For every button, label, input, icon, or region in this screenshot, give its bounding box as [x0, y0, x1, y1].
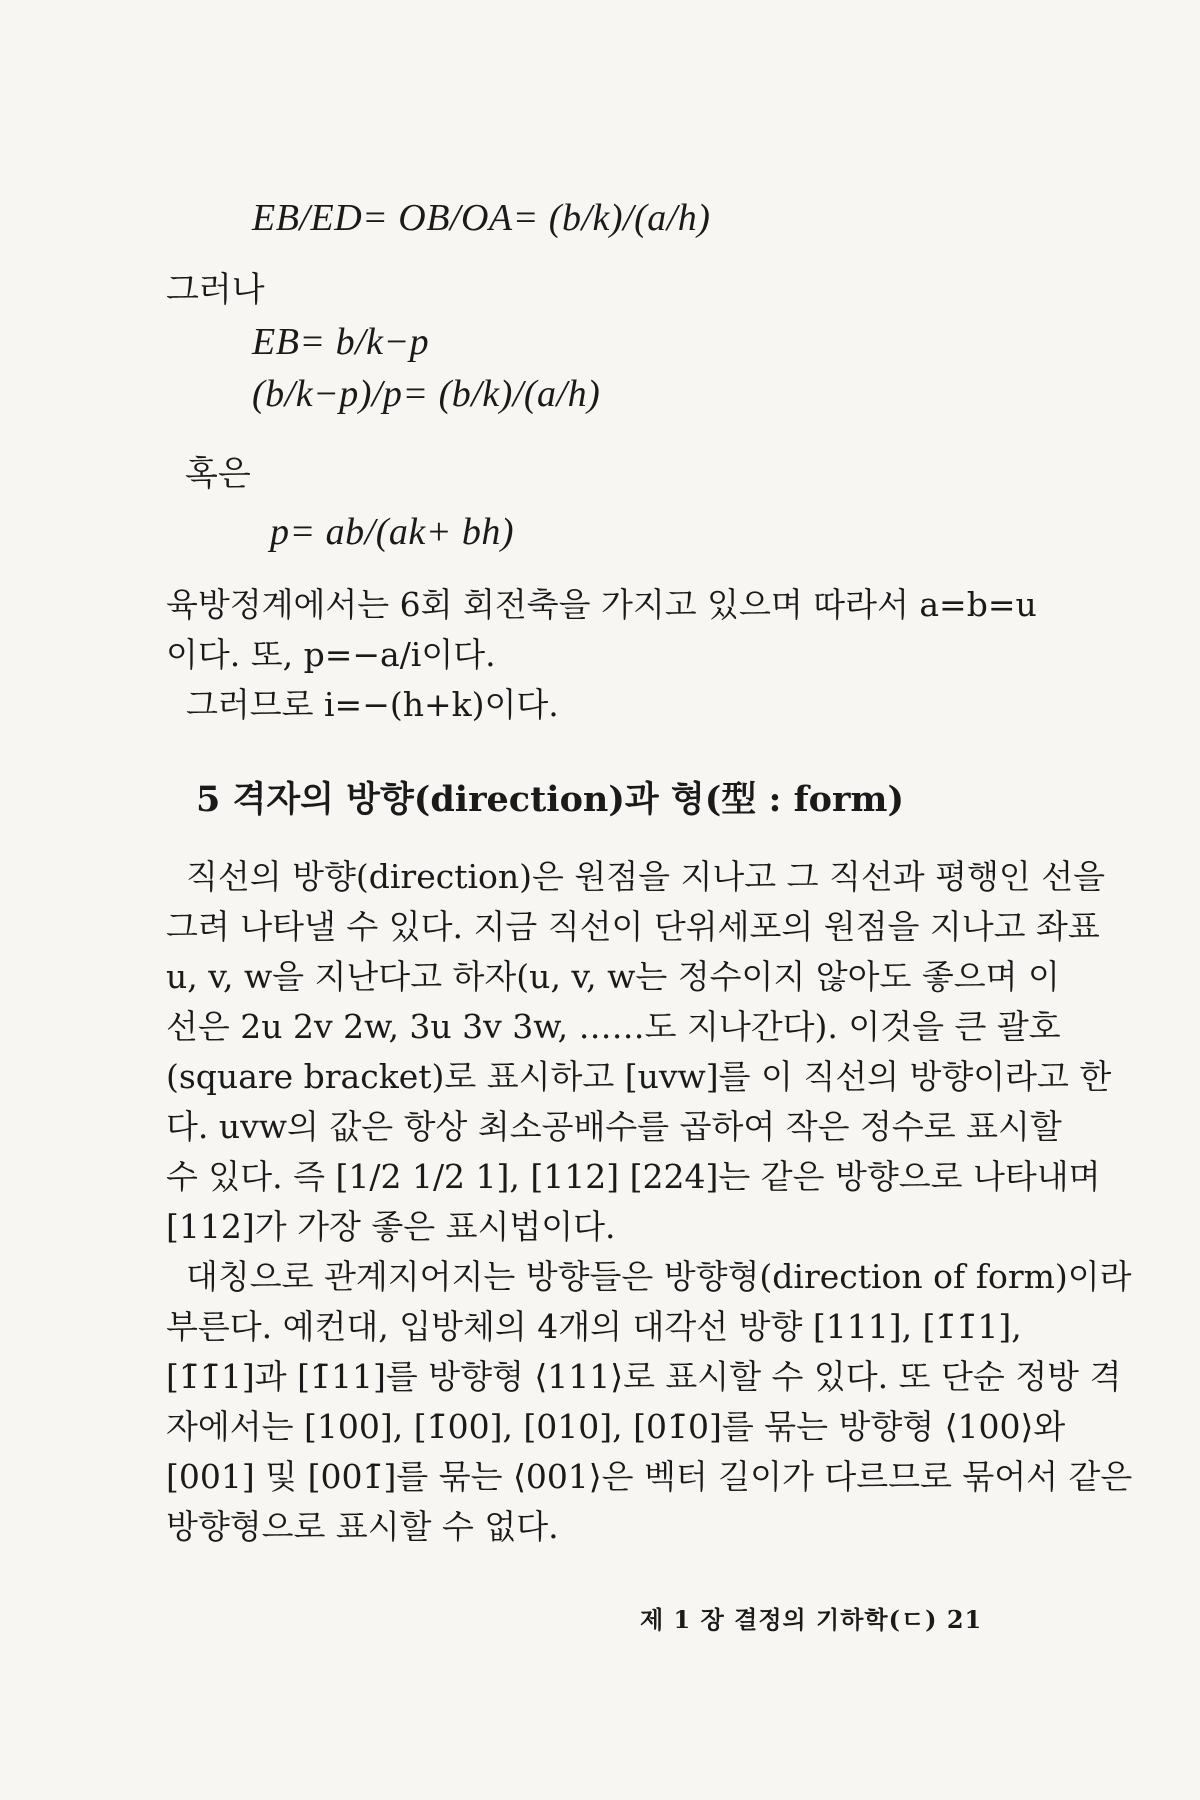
text-line: [1̄1̄1]과 [1̄11]를 방향형 ⟨111⟩로 표시할 수 있다. 또 단순 정방 격 [166, 1357, 1122, 1396]
text-line: 방향형으로 표시할 수 없다. [166, 1507, 559, 1546]
text-line: 그러므로 i=−(h+k)이다. [186, 685, 559, 724]
text-line: (square bracket)로 표시하고 [uvw]를 이 직선의 방향이라고 한 [166, 1057, 1112, 1096]
connector-however: 그러나 [166, 270, 265, 310]
hexagonal-paragraph [166, 580, 1037, 680]
text-line: u, v, w을 지난다고 하자(u, v, w는 정수이지 않아도 좋으며 이 [166, 957, 1060, 996]
hexagonal-conclusion [166, 680, 1006, 730]
text-line: [001] 및 [001̄]를 묶는 ⟨001⟩은 벡터 길이가 다르므로 묶어서 같은 [166, 1457, 1133, 1496]
text-line: 부른다. 예컨대, 입방체의 4개의 대각선 방향 [111], [1̄1̄1], [166, 1307, 1022, 1346]
direction-form-paragraph [166, 1252, 1133, 1552]
equation-p: p= ab/(ak+ bh) [270, 511, 515, 553]
equation-substitution: (b/k−p)/p= (b/k)/(a/h) [252, 373, 601, 415]
equation-ratio: EB/ED= OB/OA= (b/k)/(a/h) [252, 197, 711, 239]
text-line: [112]가 가장 좋은 표시법이다. [166, 1207, 616, 1246]
text-line: 직선의 방향(direction)은 원점을 지나고 그 직선과 평행인 선을 [186, 857, 1106, 896]
text-line: 그려 나타낼 수 있다. 지금 직선이 단위세포의 원점을 지나고 좌표 [166, 907, 1100, 946]
text-line: 육방정계에서는 6회 회전축을 가지고 있으며 따라서 a=b=u [166, 585, 1037, 624]
text-line: 이다. 또, p=−a/i이다. [166, 635, 496, 674]
section-heading: 5 격자의 방향(direction)과 형(型 : form) [196, 779, 905, 820]
equation-eb: EB= b/k−p [252, 321, 430, 363]
connector-or: 혹은 [185, 454, 251, 494]
page-footer: 제 1 장 결정의 기하학(ㄷ) 21 [640, 1605, 983, 1634]
text-line: 다. uvw의 값은 항상 최소공배수를 곱하여 작은 정수로 표시할 [166, 1107, 1062, 1146]
text-line: 자에서는 [100], [1̄00], [010], [01̄0]를 묶는 방향형 ⟨100⟩와 [166, 1407, 1066, 1446]
text-line: 수 있다. 즉 [1/2 1/2 1], [112] [224]는 같은 방향으로 나타내며 [166, 1157, 1101, 1196]
direction-paragraph [166, 852, 1112, 1252]
text-line: 대칭으로 관계지어지는 방향들은 방향형(direction of form)이라 [186, 1257, 1132, 1296]
text-line: 선은 2u 2v 2w, 3u 3v 3w, ……도 지나간다). 이것을 큰 괄호 [166, 1007, 1061, 1046]
